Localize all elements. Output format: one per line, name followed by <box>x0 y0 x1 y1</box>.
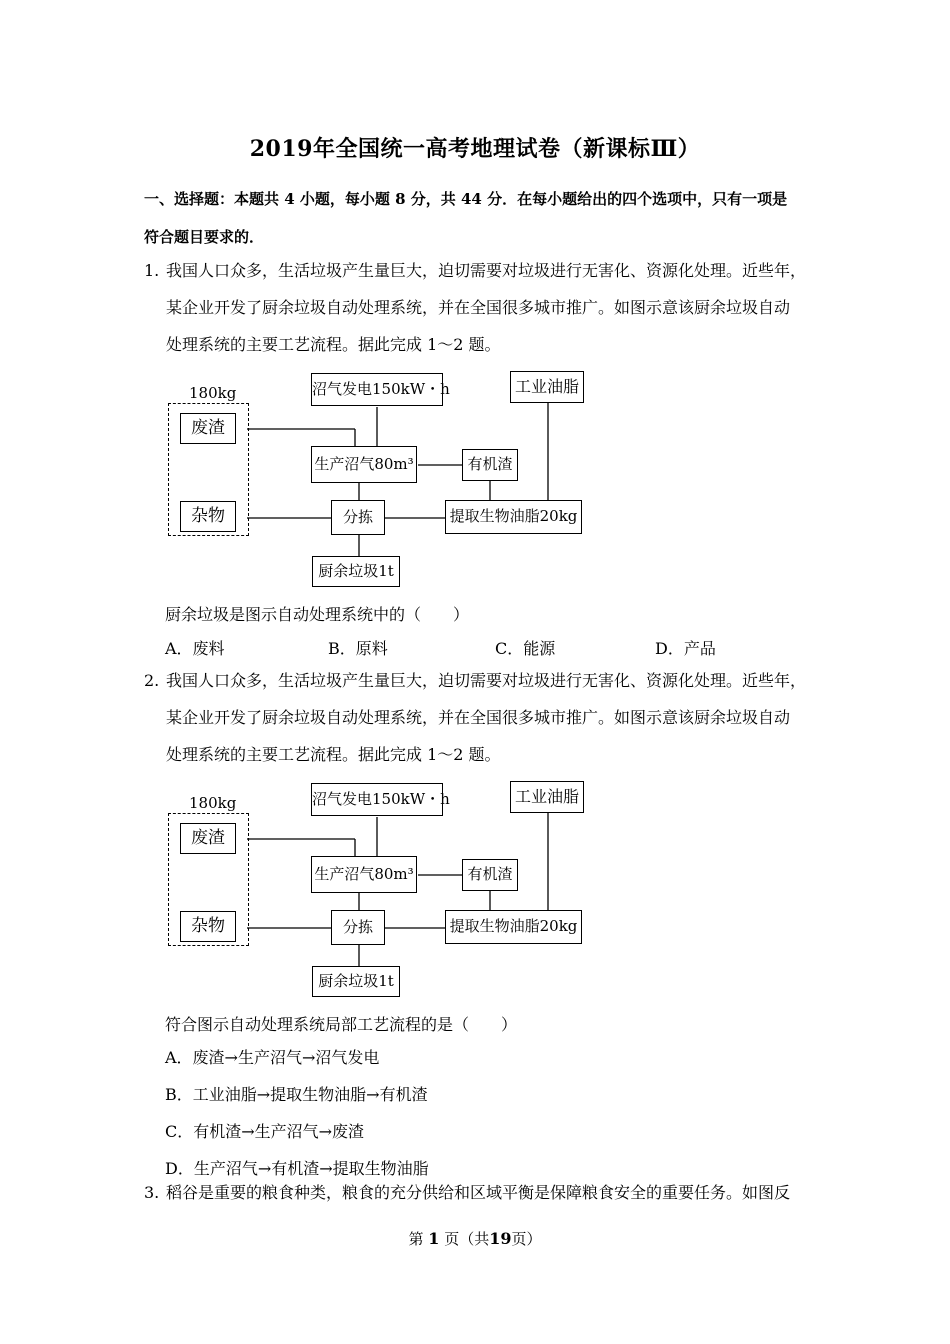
kitchen-waste-box: 厨余垃圾1t <box>312 556 400 587</box>
section-line-2: 符合题目要求的． <box>144 228 265 246</box>
industrial-oil-box: 工业油脂 <box>510 371 584 403</box>
biogas-production-box: 生产沼气80m³ <box>311 446 417 483</box>
organic-residue-box: 有机渣 <box>462 449 518 481</box>
question-2-options <box>165 1045 429 1193</box>
question-number: 1. <box>144 261 160 280</box>
intro-line-1: 我国人口众多，生活垃圾产生量巨大，迫切需要对垃圾进行无害化、资源化处理。近些年， <box>166 261 807 280</box>
option-a: A．废渣→生产沼气→沼气发电 <box>165 1048 380 1067</box>
question-2 <box>144 662 814 773</box>
footer-total-pages: 19 <box>489 1229 512 1248</box>
bio-oil-box: 提取生物油脂20kg <box>445 910 582 944</box>
question-1-options <box>165 636 716 659</box>
intro-line-3: 处理系统的主要工艺流程。据此完成 1～2 题。 <box>166 335 501 354</box>
section-line-1: 一、选择题：本题共 4 小题，每小题 8 分，共 44 分．在每小题给出的四个选项中，只有一项是 <box>144 190 788 208</box>
intro-line-3: 处理系统的主要工艺流程。据此完成 1～2 题。 <box>166 745 501 764</box>
option-b: B．原料 <box>328 639 388 658</box>
option-c: C．能源 <box>495 639 556 658</box>
biogas-power-box: 沼气发电150kW・h <box>311 373 443 406</box>
option-d: D．产品 <box>655 639 716 658</box>
footer-middle: 页（共 <box>444 1230 490 1248</box>
industrial-oil-box: 工业油脂 <box>510 781 584 813</box>
question-number: 2. <box>144 671 160 690</box>
question-3-stem: 稻谷是重要的粮食种类，粮食的充分供给和区域平衡是保障粮食安全的重要任务。如图反 <box>166 1183 791 1202</box>
option-d: D．生产沼气→有机渣→提取生物油脂 <box>165 1159 429 1178</box>
question-1 <box>144 252 814 363</box>
sundries-box: 杂物 <box>180 911 236 942</box>
waste-residue-box: 废渣 <box>180 823 236 854</box>
footer-suffix: 页） <box>511 1230 542 1248</box>
footer-page-number: 1 <box>428 1229 440 1248</box>
intro-line-2: 某企业开发了厨余垃圾自动处理系统，并在全国很多城市推广。如图示意该厨余垃圾自动 <box>166 708 791 727</box>
question-2-stem: 符合图示自动处理系统局部工艺流程的是（ ） <box>165 1015 518 1034</box>
flow-diagram <box>165 780 585 1000</box>
intro-line-2: 某企业开发了厨余垃圾自动处理系统，并在全国很多城市推广。如图示意该厨余垃圾自动 <box>166 298 791 317</box>
question-3 <box>144 1174 814 1211</box>
biogas-power-box: 沼气发电150kW・h <box>311 783 443 816</box>
option-c: C．有机渣→生产沼气→废渣 <box>165 1122 365 1141</box>
flow-diagram <box>165 370 585 590</box>
sorting-box: 分拣 <box>331 500 385 535</box>
section-header <box>144 180 824 256</box>
question-1-stem: 厨余垃圾是图示自动处理系统中的（ ） <box>165 605 470 624</box>
biogas-production-box: 生产沼气80m³ <box>311 856 417 893</box>
document-title: 2019年全国统一高考地理试卷（新课标Ⅲ） <box>249 136 701 162</box>
sundries-box: 杂物 <box>180 501 236 532</box>
option-a: A．废料 <box>165 639 225 658</box>
kitchen-waste-box: 厨余垃圾1t <box>312 966 400 997</box>
mass-label: 180kg <box>189 384 237 402</box>
footer-prefix: 第 <box>408 1230 424 1248</box>
mass-label: 180kg <box>189 794 237 812</box>
sorting-box: 分拣 <box>331 910 385 945</box>
question-number: 3. <box>144 1183 160 1202</box>
waste-residue-box: 废渣 <box>180 413 236 444</box>
intro-line-1: 我国人口众多，生活垃圾产生量巨大，迫切需要对垃圾进行无害化、资源化处理。近些年， <box>166 671 807 690</box>
bio-oil-box: 提取生物油脂20kg <box>445 500 582 534</box>
option-b: B．工业油脂→提取生物油脂→有机渣 <box>165 1085 428 1104</box>
page-footer <box>0 1228 950 1249</box>
organic-residue-box: 有机渣 <box>462 859 518 891</box>
